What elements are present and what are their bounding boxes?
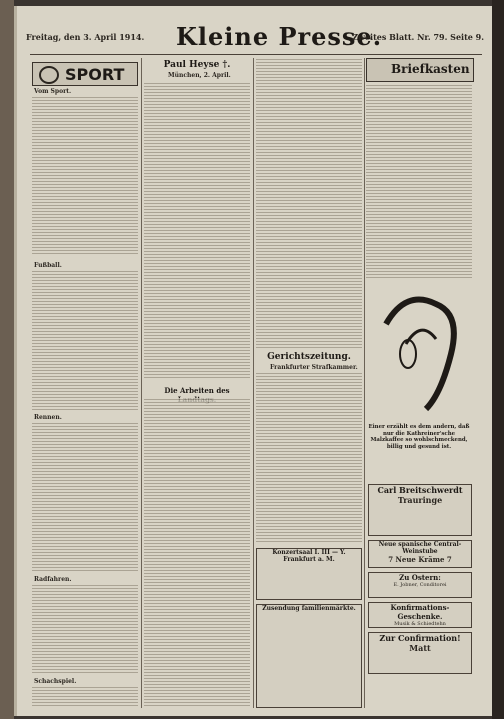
obituary-title: Paul Heyse †.: [163, 60, 231, 70]
section-heading: Fußball.: [34, 262, 62, 269]
family-notices-title: Zusendung familienmärkte.: [262, 605, 356, 612]
column-three-text: [256, 58, 362, 348]
letters-text: [366, 84, 472, 280]
football-text-block: [32, 270, 138, 410]
cycling-text-block: [32, 584, 138, 674]
ad-subtitle: Trauringe: [397, 495, 443, 505]
briefkasten-banner: [366, 58, 474, 82]
section-heading: Vom Sport.: [34, 88, 72, 95]
court-title: Gerichtszeitung.: [267, 352, 351, 362]
ad-title: Konfirmations-Geschenke.: [390, 603, 450, 621]
sport-banner: [32, 62, 138, 86]
sport-label: SPORT: [65, 65, 125, 84]
ad-title: Carl Breitschwerdt: [377, 485, 463, 495]
masthead: [16, 22, 492, 52]
section-heading: Radfahren.: [34, 576, 72, 583]
article-title: Die Arbeiten des: [164, 386, 230, 395]
ad-title: Neue spanische Central-Weinstube: [378, 541, 462, 555]
family-notices: [256, 604, 362, 708]
issue-number: Zweites Blatt. Nr. 79. Seite 9.: [352, 32, 484, 42]
court-subtitle: Frankfurter Strafkammer.: [270, 364, 358, 371]
briefkasten-label: Briefkasten: [391, 62, 470, 76]
coffee-illustration: [366, 284, 472, 420]
section-heading: Schachspiel.: [34, 678, 77, 685]
obituary-dateline: München, 2. April.: [168, 72, 231, 79]
landtag-text: [144, 398, 250, 708]
court-text: [256, 372, 362, 544]
ad-title: Zu Ostern:: [399, 573, 441, 582]
confectioner-ad: [368, 572, 472, 598]
jeweller-ad: [368, 484, 472, 536]
issue-date: Freitag, den 3. April 1914.: [26, 32, 145, 42]
concert-ad: [256, 548, 362, 600]
illustration-caption: Einer erzählt es dem andern, daß nur die Kathreiner'sche Malzkaffee so wohlschmeckend, billig und gesund ist.: [368, 424, 470, 450]
masthead-rule: [30, 54, 482, 55]
section-heading: Rennen.: [34, 414, 62, 421]
sport-text-block: [32, 96, 138, 256]
column-divider: [141, 58, 142, 708]
column-divider: [253, 58, 254, 708]
ad-subtitle: 7 Neue Kräme 7: [388, 555, 452, 564]
column-divider: [364, 58, 365, 708]
newspaper-title: Kleine Presse.: [176, 22, 383, 51]
ad-subtitle: Matt: [409, 643, 431, 653]
confirmation-gift-ad: [368, 602, 472, 628]
chess-text-block: [32, 686, 138, 708]
obituary-text: [144, 82, 250, 378]
page-shadow: [492, 0, 504, 719]
book-spine: [0, 0, 14, 719]
ad-title: Zur Confirmation!: [379, 633, 461, 643]
ad-subtitle: E. Jobner, Conditorei: [393, 582, 447, 588]
confirmation-ad: [368, 632, 472, 674]
ad-subtitle: Musik & Schiedtehn: [394, 621, 446, 627]
wine-bar-ad: [368, 540, 472, 568]
race-text-block: [32, 422, 138, 572]
football-icon: [39, 66, 59, 84]
figure-drawing: [366, 284, 472, 420]
concert-ad-title: Konzertsaal I. III — Y. Frankfurt a. M.: [272, 549, 346, 563]
